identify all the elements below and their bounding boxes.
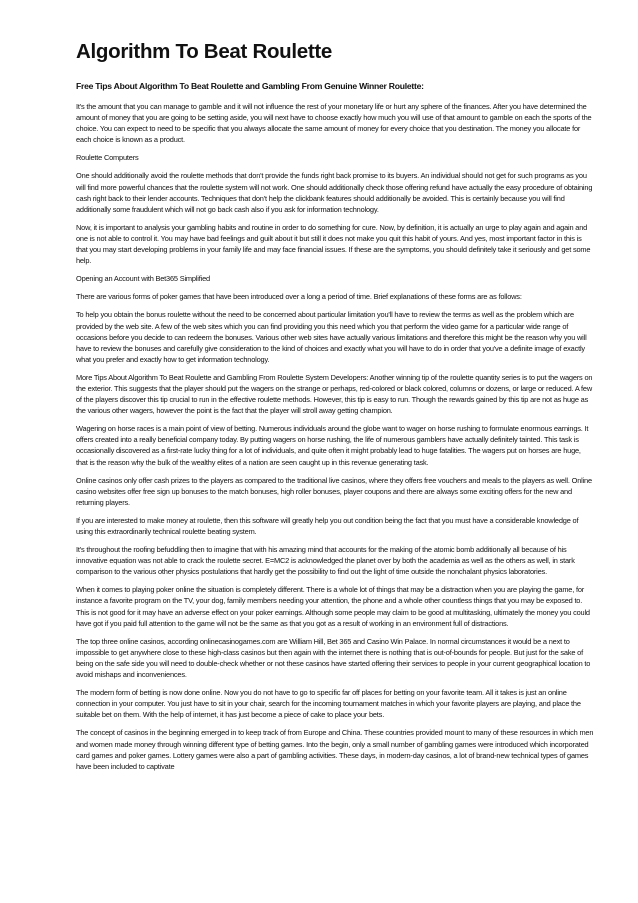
paragraph: Online casinos only offer cash prizes to the players as compared to the traditional live casinos, where they offers free vouchers and meals to the players as well. Online casino websites offer free sign up bonuses to the match bonuses, high roller bonuses, player coupons and there are always some exciting offers for the new and returning players. [76, 475, 592, 507]
paragraph: It's the amount that you can manage to gamble and it will not influence the rest of your monetary life or hurt any sphere of the finances. After you have determined the amount of money that you are going to be setting aside, you will next have to choose exactly how much you will use of that amount to gamble on each the sports of the choice. You can expect to need to be specific that you always allocate the same amount of money for every choice that you destination. The money you allocate for each choice is known as a product. [76, 102, 592, 145]
paragraph: To help you obtain the bonus roulette without the need to be concerned about particular limitation you'll have to review the terms as well as the problem which are provided by the web site. A few of the web sites which you can find providing you this need which you that perform the video game for a particular wide range of occasions before you decide to can redeem the bonuses. Various other web sites have actually various limitations and therefore this might be the reason why you will have to review the bonuses and carefully give consideration to the kind of choices and exactly what you will have to do in order that you've a definite image of exactly what you prefer and exactly how to get information technology. [76, 310, 587, 364]
section-heading-bet365: Opening an Account with Bet365 Simplified [76, 274, 210, 284]
paragraph: Wagering on horse races is a main point of view of betting. Numerous individuals around the globe want to wager on horse rushing to formulate enormous earnings. It offers created into a really beneficial company today. By putting wagers on horse rushing, the life of numerous gamblers have actually definitely tainted. This task is occasionally discovered as a first-rate lucky thing for a lot of individuals, and quite often it might probably lead to huge fatalities. The wagers put on horses are huge, that is the reason why the bulk of the wealthy elites of a nation are seen caught up in this revenue generating task. [76, 424, 589, 467]
paragraph: There are various forms of poker games that have been introduced over a long a period of time. Brief explanations of these forms are as follows: [76, 292, 522, 302]
section-heading-roulette-computers: Roulette Computers [76, 153, 139, 163]
paragraph: It's throughout the roofing befuddling then to imagine that with his amazing mind that accounts for the making of the atomic bomb additionally all because of his innovative equation was not able to crack the roulette secret. E=MC2 is acknowledged the planet over by both the academia as well as the others as well, in stark comparison to the various other physics postulations that hardly get the possibility to find out the light of time outside the nonchalant physics laboratories. [76, 545, 575, 577]
paragraph: Now, it is important to analysis your gambling habits and routine in order to do something for cure. Now, by definition, it is actually an urge to play again and again and one is not able to control it. You may have bad feelings and guilt about it but still it does not make you quit this habit of yours. And yes, most important factor in this is that you may start developing problems in your family life and may face financial issues. If these are the symptoms, you should definitely take it seriously and get some help. [76, 222, 591, 266]
paragraph: The modern form of betting is now done online. Now you do not have to go to specific far off places for betting on your favorite team. All it takes is just an online connection in your computer. You just have to sit in your chair, search for the incoming tournament matches in which your favorite players are playing, and place the suitable bet on them. With the help of internet, it has just become a piece of cake to place your bets. [76, 688, 581, 720]
document-subtitle: Free Tips About Algorithm To Beat Roulette and Gambling From Genuine Winner Roulette: [76, 81, 424, 91]
paragraph: One should additionally avoid the roulette methods that don't provide the funds right back promise to its buyers. An individual should not get for such programs as you will find more powerful chances that the roulette system will not work. One should additionally check those offering refund have actually the easy procedure of obtaining cash right back to their lender accounts. Techniques that don't help the clickbank features should additionally be avoided. This is certainly because you will find additionally some fraudulent which will not go back cash also if you ask for information technology. [76, 171, 593, 214]
paragraph: More Tips About Algorithm To Beat Roulette and Gambling From Roulette System Developers: Another winning tip of the roulette quantity series is to put the wagers on the exterior. This suggests that the player should put the wagers on the strange or perhaps, red-colored or black colored, columns or dozens, or large or reduced. A few of the players discover this tip crucial to run in the effective roulette methods. However, this tip is easy to run. Though the rewards gained by this tip are not as huge as the various other wagers, however the point is the fact that the player will stroll away getting champion. [76, 372, 593, 416]
paragraph: The concept of casinos in the beginning emerged in to keep track of from Europe and China. These countries provided mount to many of these resources in which men and women made money through winning different type of betting games. Into the begin, only a small number of gambling games were introduced which incorporated card games and poker games. Lottery games were also a part of gambling activities. These days, in modern-day casinos, a lot of brand-new technical types of games have been included to captivate [76, 728, 594, 771]
paragraph: When it comes to playing poker online the situation is completely different. There is a whole lot of things that may be a distraction when you are playing the game, for instance a favorite program on the TV, your dog, family members needing your attention, the phone and a whole other countless things that you may be exposed to. This is not good for it may have an adverse effect on your poker earnings. Although some people may claim to be good at multitasking, ultimately the money you could have got if you paid full attention to the game will not be the same as that you got as a result of working in an environment full of distractions. [76, 585, 590, 628]
paragraph: If you are interested to make money at roulette, then this software will greatly help you out condition being the fact that you must have a considerable knowledge of using this extraordinarily technical roulette beating system. [76, 515, 579, 536]
document-title: Algorithm To Beat Roulette [76, 40, 333, 63]
paragraph: The top three online casinos, according onlinecasinogames.com are William Hill, Bet 365 and Casino Win Palace. In normal circumstances it would be a next to impossible to get anywhere close to these high-class casinos but then again with the internet there is nothing that is out-of-bounds for people. But just for the sake of being on the safe side you will need to double-check whether or not these casinos have started offering their services to people in your current geographical location to avoid mishaps and inconveniences. [76, 636, 591, 680]
